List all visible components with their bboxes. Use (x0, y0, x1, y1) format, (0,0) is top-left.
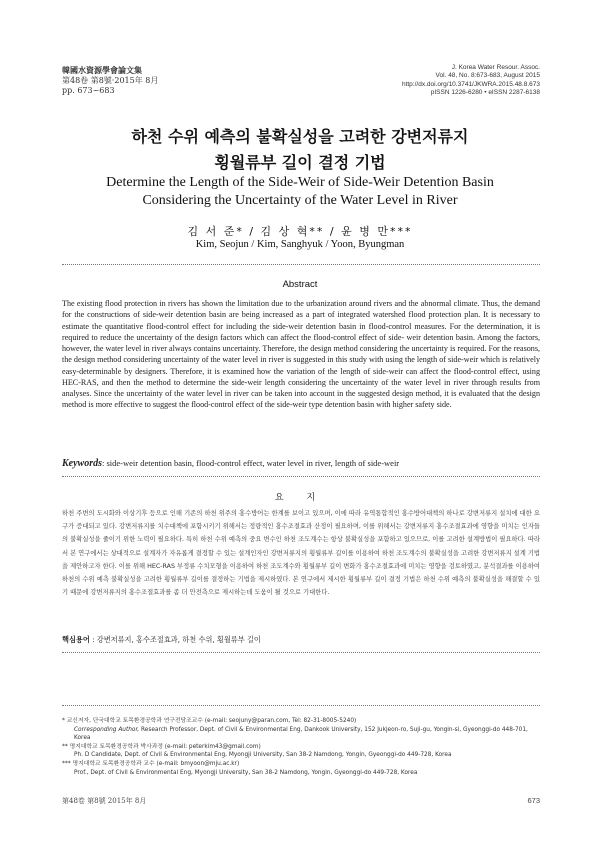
keywords-label: Keywords (62, 458, 102, 469)
footnote-1: * 교신저자, 단국대학교 토목환경공학과 연구전담조교수 (e-mail: seojuny@paran.com, Tel: 82-31-8005-5240) (62, 718, 357, 724)
journal-volume-ko: 第48卷 第8號·2015年 8月 (62, 76, 159, 85)
title-korean (0, 124, 600, 176)
divider (62, 264, 540, 265)
journal-name-ko: 韓國水資源學會論文集 (62, 66, 142, 75)
divider (62, 652, 540, 653)
title-en-line-1: Determine the Length of the Side-Weir of Side-Weir Detention Basin (106, 175, 494, 190)
divider (62, 476, 540, 477)
footnote-1-en (62, 726, 540, 743)
page-footer-left: 第48卷 第8號 2015年 8月 (62, 797, 147, 805)
korean-abstract-heading: 요 지 (274, 493, 326, 503)
keywords-korean-label: 핵심용어 (62, 635, 90, 644)
keywords-text: : side-weir detention basin, flood-control effect, water level in river, length of side-weir (102, 458, 400, 468)
page-number: 673 (527, 796, 540, 805)
keywords-korean (62, 635, 540, 645)
journal-name-en: J. Korea Water Resour. Assoc. (451, 64, 540, 71)
corresponding-author-label: Corresponding Author, (74, 726, 140, 733)
abstract-body: The existing flood protection in rivers has shown the limitation due to the urbanization around rivers and the abnormal climate. Thus, the demand for the constructions of side-weir detention basin are being increased as a part of integrated watershed flood protection plan. It is necessary to estimate the quantitative flood-control effect for including the side-weir detention basin in flood-control measures. For the determination, it is required to reduce the uncertainty of the design factors which can affect the flood-control effect of side- weir detention basin. Among the factors, however, the water level in river always contains uncertainty. Therefore, the design method considering the uncertainty is required. For the reasons, the design method considering uncertainty of the water level in river is suggested in this study with using the length of side-weir which is relatively easy-determinable by designers. Therefore, it is examined how the variation of the length of side-weir can affect the flood-control effect, using HEC-RAS, and then the method to determine the side-weir length considering the uncertainty of the water level in river through results from analyses. Since the uncertainty of the water level in river can be taken into account in the suggested design method, it is evaluated that the design method is more effective to suggest the flood-control effect of the side-weir type detention basin with higher safety side. (62, 299, 540, 410)
title-ko-line-2: 횡월류부 길이 결정 기법 (214, 153, 386, 172)
issn: pISSN 1226-6280 • eISSN 2287-6138 (430, 89, 540, 97)
keywords-korean-text: : 강변저류지, 홍수조절효과, 하천 수위, 횡월류부 길이 (89, 635, 261, 644)
footnote-1-en-text: Research Professor, Dept. of Civil & Environmental Eng, Dankook University, 152 Jukjeon-ro, Suji-gu, Yongin-si, Gyeonggi-do 448-701, Korea (74, 726, 528, 742)
journal-volume-en: Vol. 48, No. 8:673-683, August 2015 (435, 72, 540, 80)
korean-abstract-body: 하천 주변의 도시화와 이상기후 등으로 인해 기존의 하천 위주의 홍수방어는 한계를 보이고 있으며, 이에 따라 유역통합적인 홍수방어대책의 하나로 강변저류지 설치에 대한 요구가 증대되고 있다. 강변저류지를 치수대책에 포함시키기 위해서는 정량적인 홍수조절효과 산정이 필요하며, 이를 위해서는 강변저류지 홍수조절효과에 영향을 미치는 인자들의 불확실성을 줄이기 위한 노력이 필요하다. 특히 하천 수위 예측의 중요 변수인 하천 조도계수는 항상 불확실성을 포함하고 있으므로, 이를 고려한 설계방법이 필요하다. 따라서 본 연구에서는 상대적으로 설계자가 자유롭게 결정할 수 있는 설계인자인 강변저류지의 횡월류부 길이를 이용하여 하천 조도계수의 불확실성을 고려한 강변저류지 설계 기법을 제안하고자 한다. 이를 위해 HEC-RAS 부정류 수치모형을 이용하여 하천 조도계수와 횡월류부 길이 변화가 홍수조절효과에 미치는 영향을 검토하였고, 분석결과를 이용하여 하천의 수위 예측 불확실성을 고려한 횡월류부 길이를 결정하는 기법을 제시하였다. 본 연구에서 제시한 횡월류부 길이 결정 기법은 하천 수위 예측의 불확실성을 해결할 수 있기 때문에 강변저류지의 홍수조절효과를 좀 더 안전측으로 제시하는데 도움이 될 것으로 기대한다. (62, 510, 540, 597)
divider (62, 705, 540, 706)
authors-korean: 김 서 준* / 김 상 혁** / 윤 병 만*** (187, 225, 413, 238)
footnote-3: *** 명지대학교 토목환경공학과 교수 (e-mail: bmyoon@mju.ac.kr) (62, 760, 240, 767)
title-english (0, 174, 600, 210)
title-ko-line-1: 하천 수위 예측의 불확실성을 고려한 강변저류지 (131, 127, 469, 146)
title-en-line-2: Considering the Uncertainty of the Water Level in River (142, 193, 458, 208)
journal-pages: pp. 673~683 (62, 86, 115, 95)
journal-header-right (402, 64, 540, 98)
footnote-3-en: Prof., Dept. of Civil & Environmental Eng, Myongji University, San 38-2 Namdong, Yongin, Gyeonggi-do 449-728, Korea (74, 769, 418, 776)
journal-header-left (62, 66, 158, 96)
abstract-heading: Abstract (282, 279, 318, 290)
footnote-2: ** 명지대학교 토목환경공학과 박사과정 (e-mail: peterkim43@gmail.com) (62, 743, 261, 750)
keywords (62, 458, 540, 469)
footnote-2-en: Ph. D Candidate, Dept. of Civil & Environmental Eng, Myongji University, San 38-2 Namdong, Yongin, Gyeonggi-do 449-728, Korea (74, 752, 452, 759)
authors-english: Kim, Seojun / Kim, Sanghyuk / Yoon, Byungman (195, 239, 405, 250)
footnotes (62, 717, 540, 777)
doi-link[interactable]: http://dx.doi.org/10.3741/JKWRA.2015.48.8.673 (401, 80, 540, 88)
